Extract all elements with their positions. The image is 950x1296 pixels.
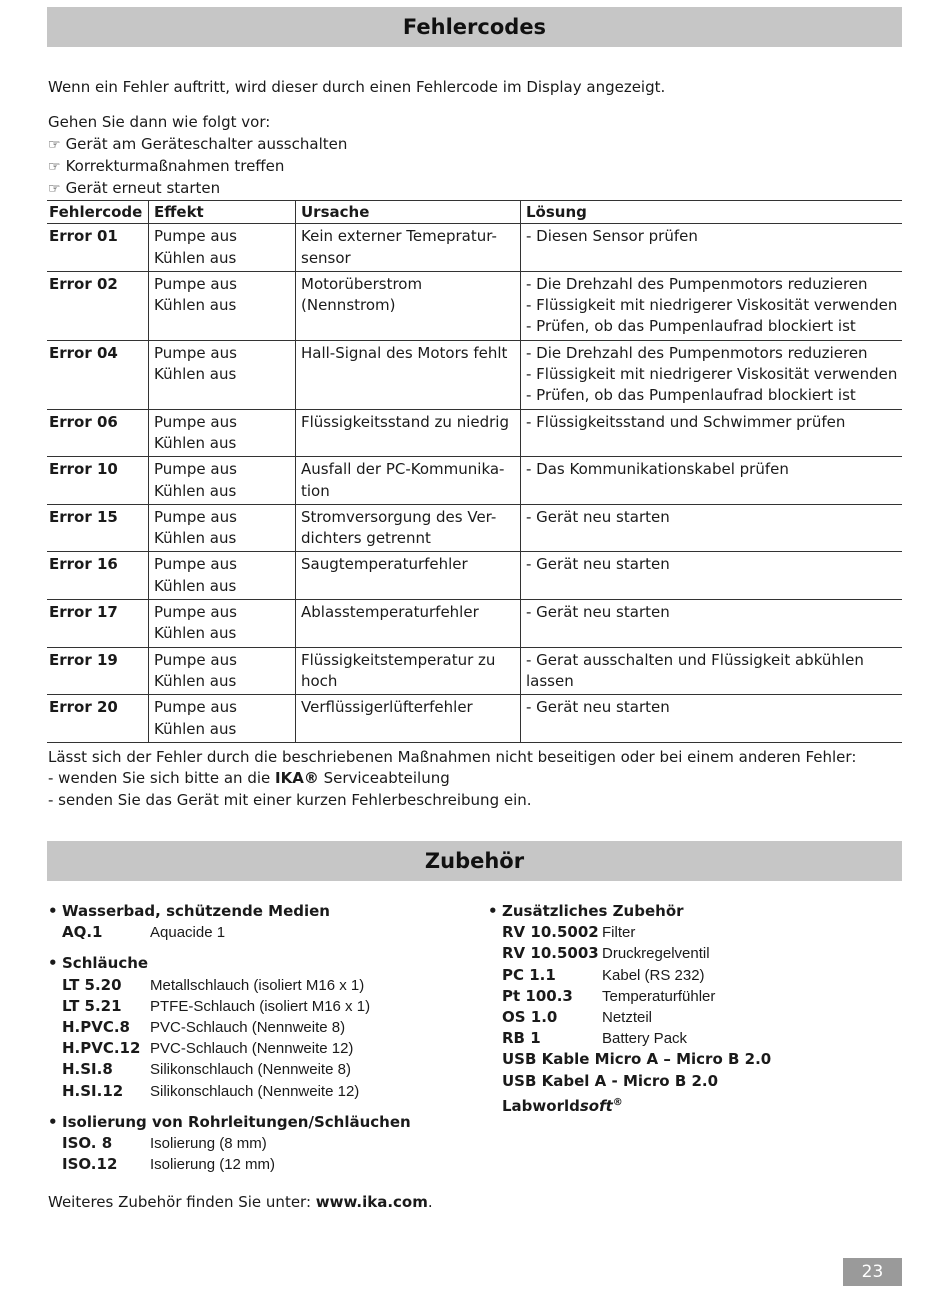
table-row	[47, 647, 902, 695]
cell-line: Kühlen aus	[154, 576, 237, 595]
error-code-cell: Error 10	[49, 460, 118, 479]
solution-cell	[521, 340, 903, 409]
accessory-name: Netzteil	[602, 1009, 653, 1027]
intro-text	[48, 77, 665, 200]
cell-line: - Die Drehzahl des Pumpenmotors reduzieren	[526, 343, 868, 362]
cell-line: Kühlen aus	[154, 529, 237, 548]
cause-cell	[296, 457, 521, 505]
effect-cell	[149, 600, 296, 648]
solution-cell	[521, 552, 903, 600]
effect-cell	[149, 409, 296, 457]
software-name-italic: soft	[579, 1096, 613, 1115]
cell-line: tion	[301, 481, 330, 500]
cause-cell	[296, 695, 521, 743]
accessory-code: RV 10.5002	[502, 923, 599, 942]
solution-cell	[521, 647, 903, 695]
error-code-cell: Error 19	[49, 650, 118, 669]
table-row	[47, 600, 902, 648]
pointing-hand-icon: ☞	[48, 181, 61, 198]
accessory-code: PC 1.1	[502, 965, 556, 984]
effect-cell	[149, 271, 296, 340]
section-title: Fehlercodes	[402, 15, 547, 39]
accessory-item	[48, 1133, 468, 1154]
accessory-item	[488, 1007, 902, 1028]
solution-cell	[521, 224, 903, 272]
accessory-code: H.SI.8	[62, 1060, 113, 1079]
support-text	[48, 747, 856, 811]
cell-line: Pumpe aus	[154, 274, 237, 293]
accessory-item: USB Kabel A - Micro B 2.0	[502, 1071, 719, 1090]
cell-line: - Flüssigkeit mit niedrigerer Viskosität verwenden	[526, 365, 898, 384]
cell-line: - Flüssigkeitsstand und Schwimmer prüfen	[526, 412, 846, 431]
more-accessories-text: Weiteres Zubehör finden Sie unter: www.ika.com.	[48, 1193, 433, 1211]
section-banner-zubehoer	[47, 841, 902, 881]
group-title-text: Wasserbad, schützende Medien	[62, 902, 330, 920]
software-item	[488, 1092, 902, 1117]
cell-line: Kühlen aus	[154, 481, 237, 500]
accessory-item	[48, 1154, 468, 1175]
cell-line: Pumpe aus	[154, 698, 237, 717]
cell-line: dichters getrennt	[301, 529, 431, 548]
cell-line: Flüssigkeitsstand zu niedrig	[301, 412, 509, 431]
error-code-cell: Error 15	[49, 507, 118, 526]
accessory-name: Isolierung (8 mm)	[150, 1135, 267, 1153]
accessory-item	[48, 996, 468, 1017]
cell-line: - Gerat ausschalten und Flüssigkeit abkühlen lassen	[526, 650, 864, 690]
table-row	[47, 271, 902, 340]
cause-cell	[296, 340, 521, 409]
accessory-item	[48, 922, 468, 943]
cell-line: Kühlen aus	[154, 296, 237, 315]
cell-line: Motorüberstrom (Nennstrom)	[301, 274, 423, 315]
cell-line: Pumpe aus	[154, 555, 237, 574]
accessory-item	[48, 1059, 468, 1080]
accessory-group-title	[48, 1112, 468, 1133]
accessories-left-column	[48, 901, 468, 1185]
cell-line: Pumpe aus	[154, 507, 237, 526]
pointing-hand-icon: ☞	[48, 136, 61, 153]
cause-cell	[296, 224, 521, 272]
cell-line: Hall-Signal des Motors fehlt	[301, 343, 508, 362]
effect-cell	[149, 224, 296, 272]
bullet-icon: •	[48, 902, 58, 920]
website-link[interactable]: www.ika.com	[315, 1193, 428, 1211]
cell-line: - Das Kommunikationskabel prüfen	[526, 460, 789, 479]
support-line: - senden Sie das Gerät mit einer kurzen Fehlerbeschreibung ein.	[48, 790, 532, 809]
brand-name: IKA®	[275, 769, 319, 788]
page-number: 23	[843, 1258, 902, 1286]
accessory-item	[488, 943, 902, 964]
accessory-code: AQ.1	[62, 923, 103, 942]
error-code-cell: Error 17	[49, 603, 118, 622]
effect-cell	[149, 695, 296, 743]
support-line: - wenden Sie sich bitte an die IKA® Serviceabteilung	[48, 769, 450, 788]
solution-cell	[521, 271, 903, 340]
accessory-code: LT 5.21	[62, 996, 122, 1015]
step-item	[48, 156, 665, 178]
accessory-name: Kabel (RS 232)	[602, 966, 705, 984]
solution-cell	[521, 600, 903, 648]
accessory-name: Filter	[602, 924, 636, 942]
column-header: Lösung	[521, 201, 903, 224]
cell-line: Pumpe aus	[154, 343, 237, 362]
software-name: Labworld	[502, 1096, 580, 1115]
error-code-cell: Error 01	[49, 227, 118, 246]
table-row	[47, 695, 902, 743]
accessory-item	[48, 1038, 468, 1059]
accessory-code: OS 1.0	[502, 1008, 558, 1027]
cell-line: Pumpe aus	[154, 460, 237, 479]
step-text: Korrekturmaßnahmen treffen	[65, 156, 285, 175]
intro-line: Wenn ein Fehler auftritt, wird dieser durch einen Fehlercode im Display angezeigt.	[48, 78, 666, 96]
solution-cell	[521, 504, 903, 552]
accessory-item	[488, 1028, 902, 1049]
effect-cell	[149, 552, 296, 600]
cell-line: - Gerät neu starten	[526, 603, 670, 622]
cell-line: sensor	[301, 248, 351, 267]
effect-cell	[149, 504, 296, 552]
cell-line: Kühlen aus	[154, 433, 237, 452]
group-title-text: Zusätzliches Zubehör	[502, 902, 684, 920]
cell-line: - Flüssigkeit mit niedrigerer Viskosität verwenden	[526, 296, 898, 315]
cell-line: Verflüssigerlüfterfehler	[301, 698, 473, 717]
cell-line: Flüssigkeitstemperatur zu hoch	[301, 650, 496, 690]
cell-line: - Gerät neu starten	[526, 698, 670, 717]
cause-cell	[296, 552, 521, 600]
cell-line: - Prüfen, ob das Pumpenlaufrad blockiert ist	[526, 317, 856, 336]
accessory-item	[488, 922, 902, 943]
accessory-name: Aquacide 1	[150, 924, 226, 942]
bullet-icon: •	[48, 954, 58, 973]
section-banner-fehlercodes	[47, 7, 902, 47]
table-row	[47, 340, 902, 409]
cell-line: Ausfall der PC-Kommunika-	[301, 460, 505, 479]
accessory-code: RB 1	[502, 1029, 541, 1048]
accessory-group-title	[488, 901, 902, 922]
accessory-name: Silikonschlauch (Nennweite 8)	[150, 1061, 351, 1079]
cell-line: Saugtemperaturfehler	[301, 555, 468, 574]
step-item	[48, 178, 665, 200]
cell-line: Ablasstemperaturfehler	[301, 603, 479, 622]
table-body	[47, 224, 902, 743]
effect-cell	[149, 457, 296, 505]
cell-line: Pumpe aus	[154, 650, 237, 669]
cause-cell	[296, 271, 521, 340]
bullet-icon: •	[488, 902, 498, 920]
error-code-cell: Error 16	[49, 555, 118, 574]
accessory-item	[488, 986, 902, 1007]
error-code-cell: Error 04	[49, 343, 118, 362]
cell-line: - Gerät neu starten	[526, 555, 670, 574]
step-text: Gerät erneut starten	[65, 179, 221, 198]
effect-cell	[149, 647, 296, 695]
section-title: Zubehör	[424, 849, 525, 873]
accessory-name: PVC-Schlauch (Nennweite 8)	[150, 1019, 346, 1037]
table-row	[47, 552, 902, 600]
accessory-code: ISO.12	[62, 1155, 118, 1174]
accessory-code: RV 10.5003	[502, 944, 599, 963]
intro-line: Gehen Sie dann wie folgt vor:	[48, 113, 271, 132]
cell-line: Kühlen aus	[154, 671, 237, 690]
accessories-right-column	[488, 901, 902, 1127]
group-title-text: Isolierung von Rohrleitungen/Schläuchen	[62, 1112, 411, 1131]
accessory-code: H.PVC.8	[62, 1018, 130, 1037]
accessory-group	[48, 953, 468, 1101]
cell-line: Kühlen aus	[154, 624, 237, 643]
accessory-item: USB Kable Micro A – Micro B 2.0	[502, 1050, 772, 1069]
step-text: Gerät am Geräteschalter ausschalten	[65, 134, 348, 153]
registered-mark: ®	[612, 1096, 623, 1108]
group-title-text: Schläuche	[62, 954, 149, 973]
accessory-name: Silikonschlauch (Nennweite 12)	[150, 1082, 360, 1100]
cell-line: - Gerät neu starten	[526, 507, 670, 526]
table-row	[47, 457, 902, 505]
accessory-item	[488, 965, 902, 986]
table-header-row	[47, 201, 902, 224]
cell-line: Kein externer Temepratur-	[301, 227, 497, 246]
accessory-name: PVC-Schlauch (Nennweite 12)	[150, 1040, 354, 1058]
support-line: Lässt sich der Fehler durch die beschriebenen Maßnahmen nicht beseitigen oder bei einem anderen Fehler:	[48, 748, 857, 766]
accessory-group	[48, 1112, 468, 1176]
bullet-icon: •	[48, 1112, 58, 1131]
cell-line: - Die Drehzahl des Pumpenmotors reduzieren	[526, 274, 868, 293]
cell-line: Stromversorgung des Ver-	[301, 507, 497, 526]
cell-line: Kühlen aus	[154, 719, 237, 738]
solution-cell	[521, 457, 903, 505]
step-item	[48, 134, 665, 156]
table-row	[47, 409, 902, 457]
cause-cell	[296, 600, 521, 648]
error-code-cell: Error 20	[49, 698, 118, 717]
accessory-name: Isolierung (12 mm)	[150, 1156, 276, 1174]
accessory-name: Metallschlauch (isoliert M16 x 1)	[150, 976, 365, 994]
cell-line: - Prüfen, ob das Pumpenlaufrad blockiert ist	[526, 386, 856, 405]
accessory-item	[48, 1081, 468, 1102]
accessory-item	[48, 1017, 468, 1038]
cell-line: Pumpe aus	[154, 603, 237, 622]
effect-cell	[149, 340, 296, 409]
pointing-hand-icon: ☞	[48, 158, 61, 175]
column-header: Ursache	[296, 201, 521, 224]
column-header: Fehlercode	[49, 203, 143, 221]
cell-line: - Diesen Sensor prüfen	[526, 227, 698, 246]
accessory-code: Pt 100.3	[502, 986, 573, 1005]
accessory-name: Temperaturfühler	[602, 987, 716, 1005]
cell-line: Kühlen aus	[154, 365, 237, 384]
error-code-table	[47, 200, 902, 743]
column-header: Effekt	[149, 201, 296, 224]
cell-line: Pumpe aus	[154, 412, 237, 431]
accessory-code: H.SI.12	[62, 1081, 124, 1100]
accessory-group	[48, 901, 468, 943]
accessory-name: Druckregelventil	[602, 945, 710, 963]
accessory-group-title	[48, 901, 468, 922]
solution-cell	[521, 409, 903, 457]
cell-line: Pumpe aus	[154, 227, 237, 246]
cause-cell	[296, 504, 521, 552]
accessory-name: Battery Pack	[602, 1030, 688, 1048]
table-row	[47, 224, 902, 272]
table-row	[47, 504, 902, 552]
accessory-item	[48, 975, 468, 996]
cause-cell	[296, 409, 521, 457]
solution-cell	[521, 695, 903, 743]
accessory-code: H.PVC.12	[62, 1039, 141, 1058]
accessory-name: PTFE-Schlauch (isoliert M16 x 1)	[150, 997, 371, 1015]
accessory-code: ISO. 8	[62, 1134, 113, 1153]
accessory-group-title	[48, 953, 468, 974]
cell-line: Kühlen aus	[154, 248, 237, 267]
cause-cell	[296, 647, 521, 695]
error-code-cell: Error 06	[49, 412, 118, 431]
error-code-cell: Error 02	[49, 274, 118, 293]
accessory-group	[488, 901, 902, 1117]
accessory-code: LT 5.20	[62, 975, 122, 994]
